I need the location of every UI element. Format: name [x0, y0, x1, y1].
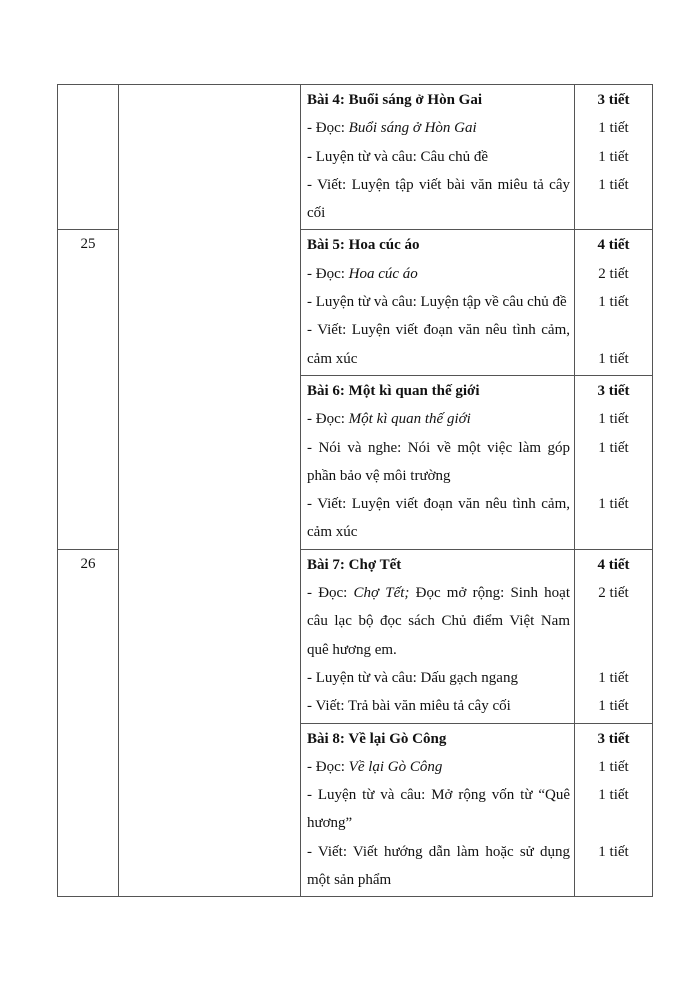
item-periods: 1 tiết	[598, 411, 629, 428]
periods-cell	[575, 230, 653, 375]
lesson-item: - Viết: Luyện tập viết bài văn miêu tả cây cối	[307, 176, 570, 222]
lesson-total: 4 tiết	[597, 556, 630, 573]
item-periods: 1 tiết	[598, 698, 629, 715]
item-periods: 1 tiết	[598, 294, 629, 311]
week-cell	[58, 85, 119, 230]
periods-cell	[575, 85, 653, 230]
table-row	[58, 85, 653, 230]
lesson-item: - Đọc: Hoa cúc áo	[307, 265, 418, 282]
item-periods: 1 tiết	[598, 176, 629, 193]
lesson-plan-table	[57, 84, 653, 897]
lesson-title: Bài 7: Chợ Tết	[307, 556, 402, 573]
lesson-content-cell	[301, 85, 575, 230]
lesson-item: - Luyện từ và câu: Dấu gạch ngang	[307, 669, 518, 686]
lesson-content-cell	[301, 230, 575, 375]
item-periods: 1 tiết	[598, 496, 629, 513]
item-periods: 1 tiết	[598, 350, 629, 367]
item-periods: 1 tiết	[598, 787, 629, 804]
lesson-item: - Viết: Luyện viết đoạn văn nêu tình cảm, cảm xúc	[307, 496, 570, 541]
lesson-title: Bài 8: Về lại Gò Công	[307, 730, 447, 747]
lesson-item: - Đọc: Buổi sáng ở Hòn Gai	[307, 120, 477, 137]
lesson-item: - Đọc: Chợ Tết; Đọc mở rộng: Sinh hoạt câu lạc bộ đọc sách Chủ điểm Việt Nam quê hương em.	[307, 585, 570, 658]
lesson-item: - Viết: Viết hướng dẫn làm hoặc sử dụng một sản phẩm	[307, 843, 570, 889]
item-periods: 1 tiết	[598, 120, 629, 137]
lesson-item: - Viết: Trả bài văn miêu tả cây cối	[307, 698, 511, 715]
lesson-content-cell	[301, 549, 575, 723]
periods-cell	[575, 723, 653, 897]
item-periods: 1 tiết	[598, 758, 629, 775]
lesson-title: Bài 6: Một kì quan thế giới	[307, 382, 480, 399]
periods-cell	[575, 549, 653, 723]
periods-cell	[575, 375, 653, 549]
lesson-item: - Luyện từ và câu: Mở rộng vốn từ “Quê hương”	[307, 787, 570, 832]
item-periods: 1 tiết	[598, 439, 629, 456]
lesson-title: Bài 4: Buổi sáng ở Hòn Gai	[307, 92, 483, 108]
week-cell: 26	[58, 549, 119, 897]
lesson-content-cell	[301, 375, 575, 549]
lesson-item: - Luyện từ và câu: Luyện tập về câu chủ đề	[307, 294, 567, 311]
lesson-total: 4 tiết	[597, 237, 630, 254]
lesson-total: 3 tiết	[597, 92, 630, 108]
lesson-item: - Đọc: Một kì quan thế giới	[307, 411, 471, 428]
item-periods: 1 tiết	[598, 843, 629, 860]
lesson-item: - Viết: Luyện viết đoạn văn nêu tình cảm, cảm xúc	[307, 322, 570, 367]
lesson-title: Bài 5: Hoa cúc áo	[307, 237, 420, 254]
lesson-total: 3 tiết	[597, 730, 630, 747]
lesson-item: - Luyện từ và câu: Câu chủ đề	[307, 148, 488, 165]
lesson-item: - Đọc: Về lại Gò Công	[307, 758, 443, 775]
lesson-content-cell	[301, 723, 575, 897]
item-periods: 1 tiết	[598, 669, 629, 686]
item-periods: 2 tiết	[598, 585, 629, 602]
lesson-item: - Nói và nghe: Nói về một việc làm góp phần bảo vệ môi trường	[307, 439, 570, 484]
week-cell: 25	[58, 230, 119, 549]
item-periods: 2 tiết	[598, 265, 629, 282]
lesson-total: 3 tiết	[597, 382, 630, 399]
topic-cell	[119, 85, 301, 897]
item-periods: 1 tiết	[598, 148, 629, 165]
